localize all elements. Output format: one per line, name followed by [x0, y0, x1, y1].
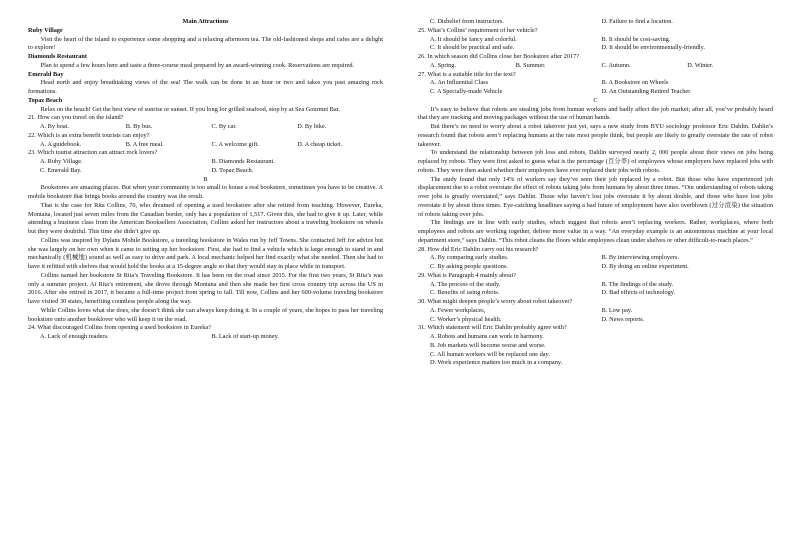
option-d[interactable]: D. Bad effects of technology.: [601, 289, 676, 297]
option-d[interactable]: D. By bike.: [297, 123, 327, 130]
question-stem: 31. Which statement will Eric Dahlin probably agree with?: [418, 324, 567, 332]
option-c[interactable]: C. By car.: [211, 123, 237, 130]
question-23: [28, 149, 383, 175]
option-d[interactable]: D. Winter.: [687, 61, 714, 69]
option-c[interactable]: C. Worker’s physical health.: [429, 315, 502, 323]
option-b[interactable]: B. Diamonds Restaurant.: [211, 158, 275, 165]
paragraph: It’s easy to believe that robots are stealing jobs from human workers and badly affect the job market; after all, you’ve probably heard that they are tracking and moving packages without the use of human hands.: [418, 105, 773, 122]
section-heading: Diamonds Restaurant: [28, 53, 87, 60]
question-stem: 22. Which is an extra benefit tourists can enjoy?: [28, 131, 150, 139]
option-c[interactable]: C. Autumn.: [601, 61, 631, 69]
section-heading: Emerald Bay: [28, 70, 64, 78]
option-b[interactable]: B. The findings of the study.: [601, 280, 674, 288]
left-column: [28, 18, 383, 342]
option-a[interactable]: A. Fewer workplaces,: [429, 306, 486, 314]
section-a: [28, 27, 383, 115]
option-c[interactable]: C. It should be practical and safe.: [429, 44, 515, 52]
passage-c: [418, 106, 773, 246]
option-a[interactable]: A. By boat.: [39, 123, 70, 130]
option-a[interactable]: A. Robots and humans can work in harmony.: [429, 333, 544, 340]
option-a[interactable]: A. Spring.: [429, 61, 457, 69]
section-text: Plan to spend a few hours here and taste a three-course meal prepared by an award-winning cook. Reservations are required.: [40, 61, 355, 69]
passage-label-c: C: [593, 96, 598, 104]
option-b[interactable]: B. Summer.: [515, 61, 546, 69]
option-d[interactable]: D. Topaz Beach.: [211, 166, 254, 174]
option-c[interactable]: C. Disbelief from instructors.: [429, 18, 504, 25]
question-stem: 28. How did Eric Dahlin carry out his research?: [418, 245, 539, 253]
option-a[interactable]: A. By comparing early studies.: [429, 254, 509, 262]
page-title: Main Attractions: [182, 18, 229, 25]
section-text: Head north and enjoy breathtaking views of the sea! The walk can be done in an hour or two and takes you past amazing rock formations.: [28, 79, 383, 95]
question-28: [418, 246, 773, 272]
option-c[interactable]: C. A Specially-made Vehicle: [429, 88, 503, 95]
question-29: [418, 272, 773, 298]
paragraph: The findings are in line with early studies, which suggest that robots aren’t replacing workers. Rather, workplaces, where both employees and robots are working together, deliver more value in a way. “An everyday example is an autonomous machine at your local department store,” says Dahlin. “This robot cleans the floors while employees clean under shelves or other difficult-to-reach places.”: [418, 219, 773, 244]
option-a[interactable]: A. A guidebook.: [39, 140, 82, 148]
option-b[interactable]: B. By bus.: [125, 123, 153, 130]
question-31: [418, 324, 773, 368]
option-a[interactable]: A. An Influential Class: [429, 79, 489, 87]
option-d[interactable]: D. It should be environmentally-friendly.: [601, 44, 705, 52]
option-a[interactable]: A. The process of the study.: [429, 280, 501, 288]
question-27: [418, 71, 773, 97]
option-a[interactable]: A. Ruby Village.: [39, 158, 83, 165]
option-a[interactable]: A. It should be fancy and colorful.: [429, 35, 517, 43]
section-text: Visit the heart of the island to experience some shopping and a relaxing afternoon tea. The old-fashioned shops and cafes are a delight to explore!: [28, 35, 383, 52]
paragraph: While Collins loves what she does, she doesn’t think she can always keep doing it. In a couple of years, she hopes to pass her traveling bookstore onto another booklover who will keep it on the road.: [28, 306, 383, 323]
option-b[interactable]: B. Low pay.: [601, 306, 633, 314]
question-24-continued: [418, 18, 773, 27]
paragraph: But there’s no need to worry about a robot takeover just yet, says a new study from BYU sociology professor Eric Dahlin. Dahlin’s research found that robots aren’t replacing humans at the rate most people think, but people are likely to greatly overstate the rate of robot takeover.: [418, 123, 773, 148]
section-heading: Topaz Beach: [28, 96, 63, 104]
question-26: [418, 53, 773, 71]
question-24: [28, 324, 383, 342]
paragraph: Bookstores are amazing places. But when your community is too small to house a real bookstore, sometimes you have to be creative. A mobile bookstore that brings books around the country was the result.: [28, 184, 383, 200]
option-b[interactable]: B. By interviewing employers.: [601, 254, 679, 262]
option-d[interactable]: D. An Outstanding Retired Teacher: [601, 88, 691, 95]
option-a[interactable]: A. Lack of enough readers.: [39, 333, 109, 340]
question-25: [418, 27, 773, 53]
question-stem: 23. Which tourist attraction can attract rock lovers?: [28, 149, 158, 157]
passage-b: [28, 184, 383, 324]
question-stem: 21. How can you travel on the island?: [28, 114, 124, 122]
paragraph: Collins named her bookstore St Rita’s Traveling Bookstore. It has been on the road since 2015. For the first two years, St Rita’s was only a summer project. At Rita’s retirement, she drove through Montana and then she made her first cross country trip across the US in 2016. After she retired in 2017, it became a full-time project from spring to fall. Till now, Collins and her 600-volume traveling bookstore have visited 30 states, benefiting countless people along the way.: [28, 271, 383, 305]
option-c[interactable]: C. Benefits of using robots.: [429, 289, 500, 297]
question-stem: 29. What is Paragraph 4 mainly about?: [418, 271, 516, 279]
option-d[interactable]: D. Failure to find a location.: [601, 18, 674, 25]
right-column: [418, 18, 773, 368]
option-d[interactable]: D. By doing an online experiment.: [601, 263, 689, 270]
option-b[interactable]: B. A Bookstore on Wheels: [601, 79, 669, 87]
question-stem: 27. What is a suitable title for the text?: [418, 70, 516, 78]
option-b[interactable]: B. Lack of start-up money.: [211, 333, 279, 340]
section-text: Relax on the beach! Get the best view of sunrise or sunset. If you long for grilled seafood, stop by at Sea Gourmet Bar.: [40, 105, 340, 113]
option-b[interactable]: B. It should be cost-saving.: [601, 35, 671, 43]
option-c[interactable]: C. Emerald Bay.: [39, 166, 82, 174]
question-30: [418, 298, 773, 324]
paragraph: To understand the relationship between job loss and robots, Dahlin surveyed nearly 2, 000 people about their views on jobs being replaced by robots. They were first asked to guess what is the percentage (百分率) of employees whose employers have replaced jobs with robots. They were then asked whether their employers have ever replaced their jobs with robots.: [418, 149, 773, 174]
passage-label-b: B: [203, 175, 208, 183]
question-stem: 30. What might deepen people’s worry about robot takeover?: [418, 298, 573, 305]
question-21: [28, 114, 383, 132]
option-d[interactable]: D. A cheap ticket.: [297, 140, 343, 148]
question-22: [28, 132, 383, 150]
option-b[interactable]: B. Job markets will become worse and worse.: [429, 341, 546, 349]
option-b[interactable]: B. A free meal.: [125, 140, 164, 148]
option-c[interactable]: C. A welcome gift.: [211, 140, 259, 148]
option-d[interactable]: D. News reports.: [601, 315, 645, 323]
question-stem: 24. What discouraged Collins from opening a used bookstore in Eureka?: [28, 324, 211, 332]
paragraph: Collins was inspired by Dylans Mobile Bookstore, a traveling bookstore in Wales run by Jeff Towns. She contacted Jeff for advice but she was largely on her own when it came to setting up her bookstore. First, she had to find a vehicle which is large enough to stand in and mechanically (机械地) sound as well as easy to drive and park. A local mechanic helped her find exactly what she needed. Then she had to have it refitted with shelves that would hold the books at a 15-degree angle so that they would stay in place while in transport.: [28, 236, 383, 270]
paragraph: The study found that only 14% of workers say they’ve seen their job replaced by a robot. But those who have experienced job displacement due to a robot overstate the effect of robots taking jobs from humans by about three times. “Our understanding of robots taking over jobs is greatly overstated,” says Dahlin. Those who haven’t lost jobs overstate it by about double, and those who have lost jobs overstate it by about three times. Eye-catching headlines saying a bad future of employment have also overblown (过分渲染) the situation of robots taking over jobs.: [418, 175, 773, 218]
question-stem: 26. In which season did Collins close her Bookstore after 2017?: [418, 53, 580, 60]
question-stem: 25. What’s Collins’ requirement of her vehicle?: [418, 26, 538, 34]
section-heading: Ruby Village: [28, 26, 63, 34]
option-d[interactable]: D. Work experience matters too much in a company.: [429, 359, 563, 367]
paragraph: That is the case for Rita Collins, 70, who dreamed of opening a used bookstore after she retired from teaching. However, Eureka, Montana, located just seven miles from the Canadian border, only has a population of 1,517. Given this, she had to give it up. Later, while attending a business class from the American Booksellers Association, Collins asked her instructors about a traveling bookstore on wheels but they were doubtful. This time she didn’t give up.: [28, 201, 383, 235]
option-c[interactable]: C. All human workers will be replaced one day.: [429, 350, 550, 358]
option-c[interactable]: C. By asking people questions.: [429, 263, 508, 270]
